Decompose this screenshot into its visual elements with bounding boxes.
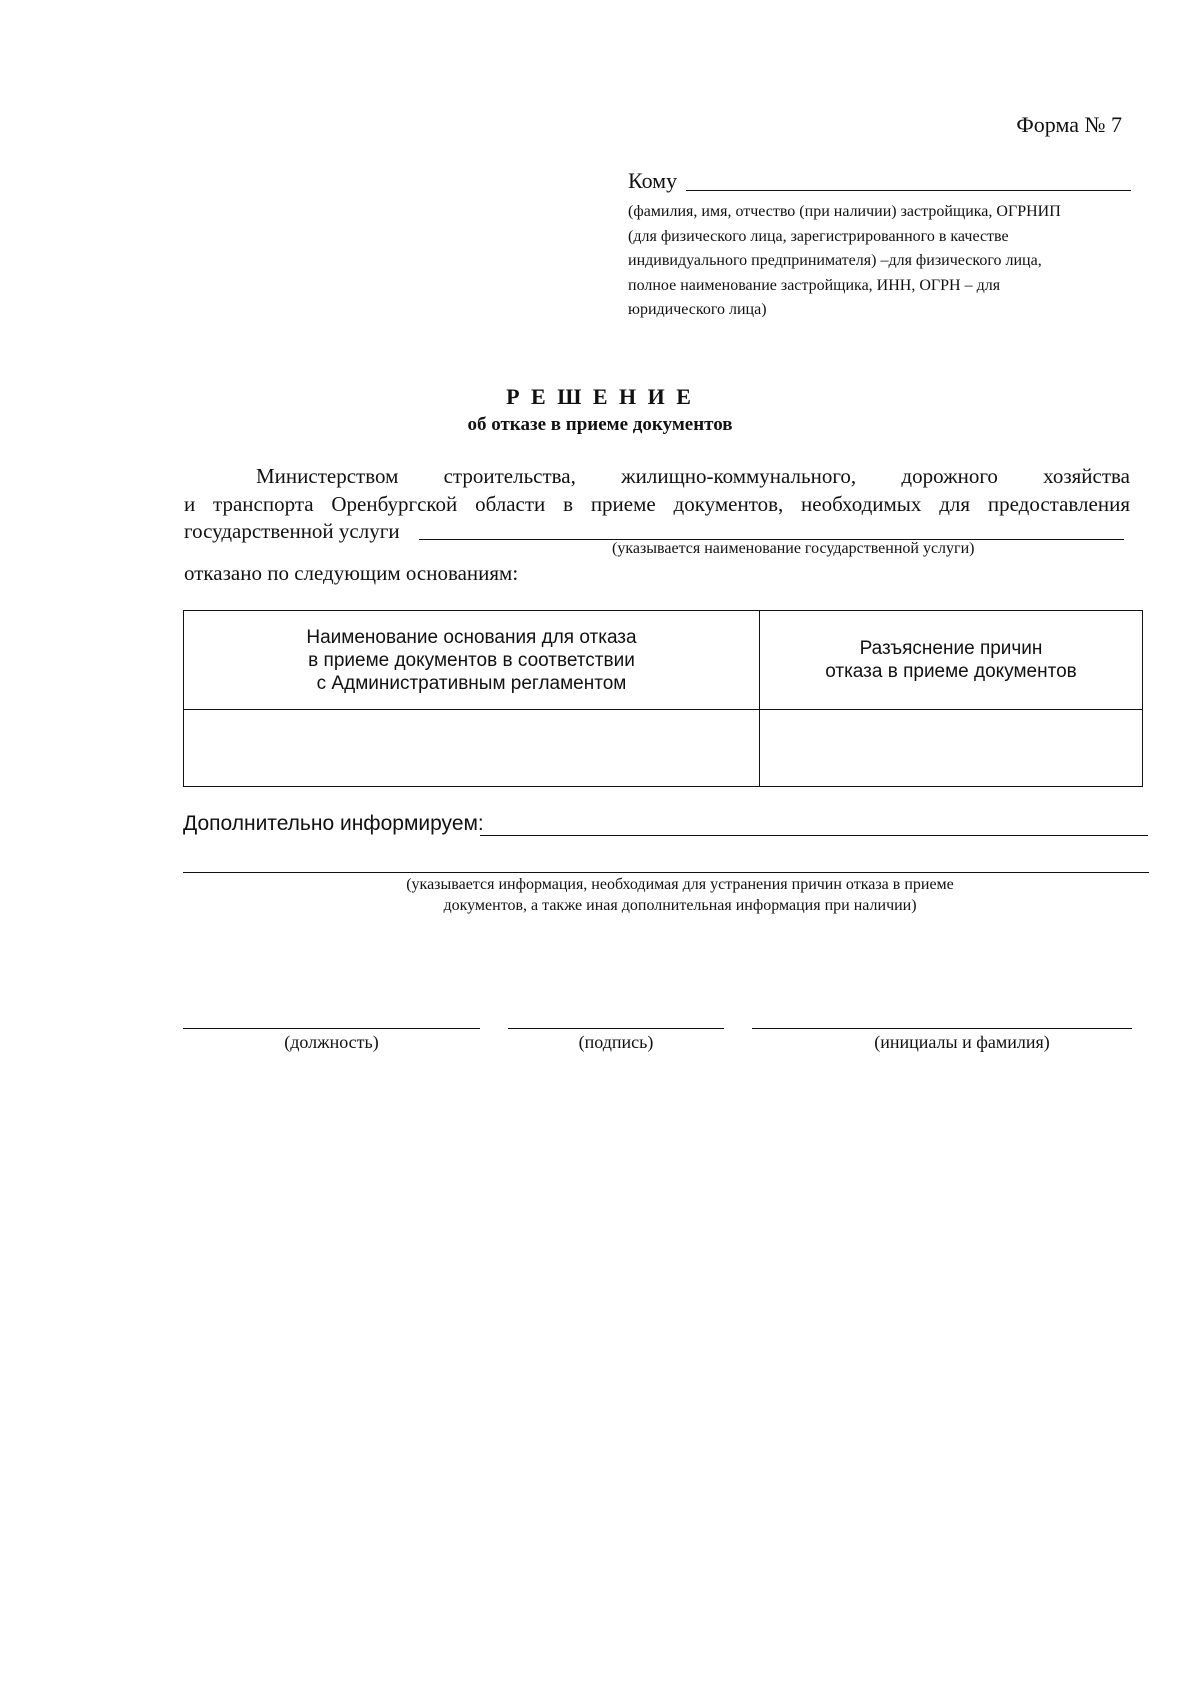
refused-text: отказано по следующим основаниям: [184,561,519,585]
extra-note-line: (указывается информация, необходимая для устранения причин отказа в приеме [406,876,954,893]
recipient-note-line: полное наименование застройщика, ИНН, ОГРН – для [628,276,1001,294]
extra-info-line-1[interactable] [480,835,1148,836]
body-line-3: государственной услуги [184,519,400,543]
header-text-line: Наименование основания для отказа [306,626,637,648]
header-text-line: отказа в приеме документов [825,661,1077,682]
body-word: хозяйства [1043,464,1130,488]
position-label: (должность) [284,1032,379,1052]
body-word: строительства, [443,464,576,488]
body-word: Министерством [256,464,399,488]
recipient-line[interactable] [686,190,1131,191]
reason-cell[interactable] [184,710,760,787]
body-word: дорожного [901,464,998,488]
signature-label: (подпись) [578,1032,654,1052]
name-line[interactable] [752,1028,1132,1029]
form-number: Форма № 7 [1016,112,1122,137]
extra-info-line-2[interactable] [183,872,1149,873]
position-line[interactable] [183,1028,480,1029]
recipient-note-line: (для физического лица, зарегистрированного в качестве [628,227,1009,245]
document-title: Р Е Ш Е Н И Е [506,384,694,409]
table-header-row [184,611,1143,710]
service-note: (указывается наименование государственной услуги) [612,540,975,557]
recipient-note-line: индивидуального предпринимателя) –для физического лица, [628,252,1042,269]
recipient-note [628,200,1128,323]
body-line-2: и транспорта Оренбургской области в приеме документов, необходимых для предоставления [184,492,1130,516]
name-label: (инициалы и фамилия) [874,1032,1050,1052]
header-text-line: Разъяснение причин [859,638,1043,659]
header-text-line: с Административным регламентом [316,672,627,694]
explanation-cell[interactable] [760,710,1143,787]
header-text-line: в приеме документов в соответствии [308,649,635,671]
body-line-1 [184,464,1130,489]
recipient-label: Кому [628,168,678,193]
recipient-note-line: (фамилия, имя, отчество (при наличии) застройщика, ОГРНИП [628,203,1061,220]
header-cell-explanation [760,611,1143,710]
recipient-note-line: юридического лица) [628,301,767,318]
body-word: жилищно-коммунального, [621,464,857,488]
extra-note-line: документов, а также иная дополнительная информация при наличии) [443,897,917,914]
header-cell-reason [184,611,760,710]
document-subtitle: об отказе в приеме документов [467,414,733,435]
extra-info-note [330,874,1030,916]
extra-info-label: Дополнительно информируем: [183,812,484,835]
signature-line[interactable] [508,1028,724,1029]
table-row [184,710,1143,787]
reasons-table [183,610,1143,787]
